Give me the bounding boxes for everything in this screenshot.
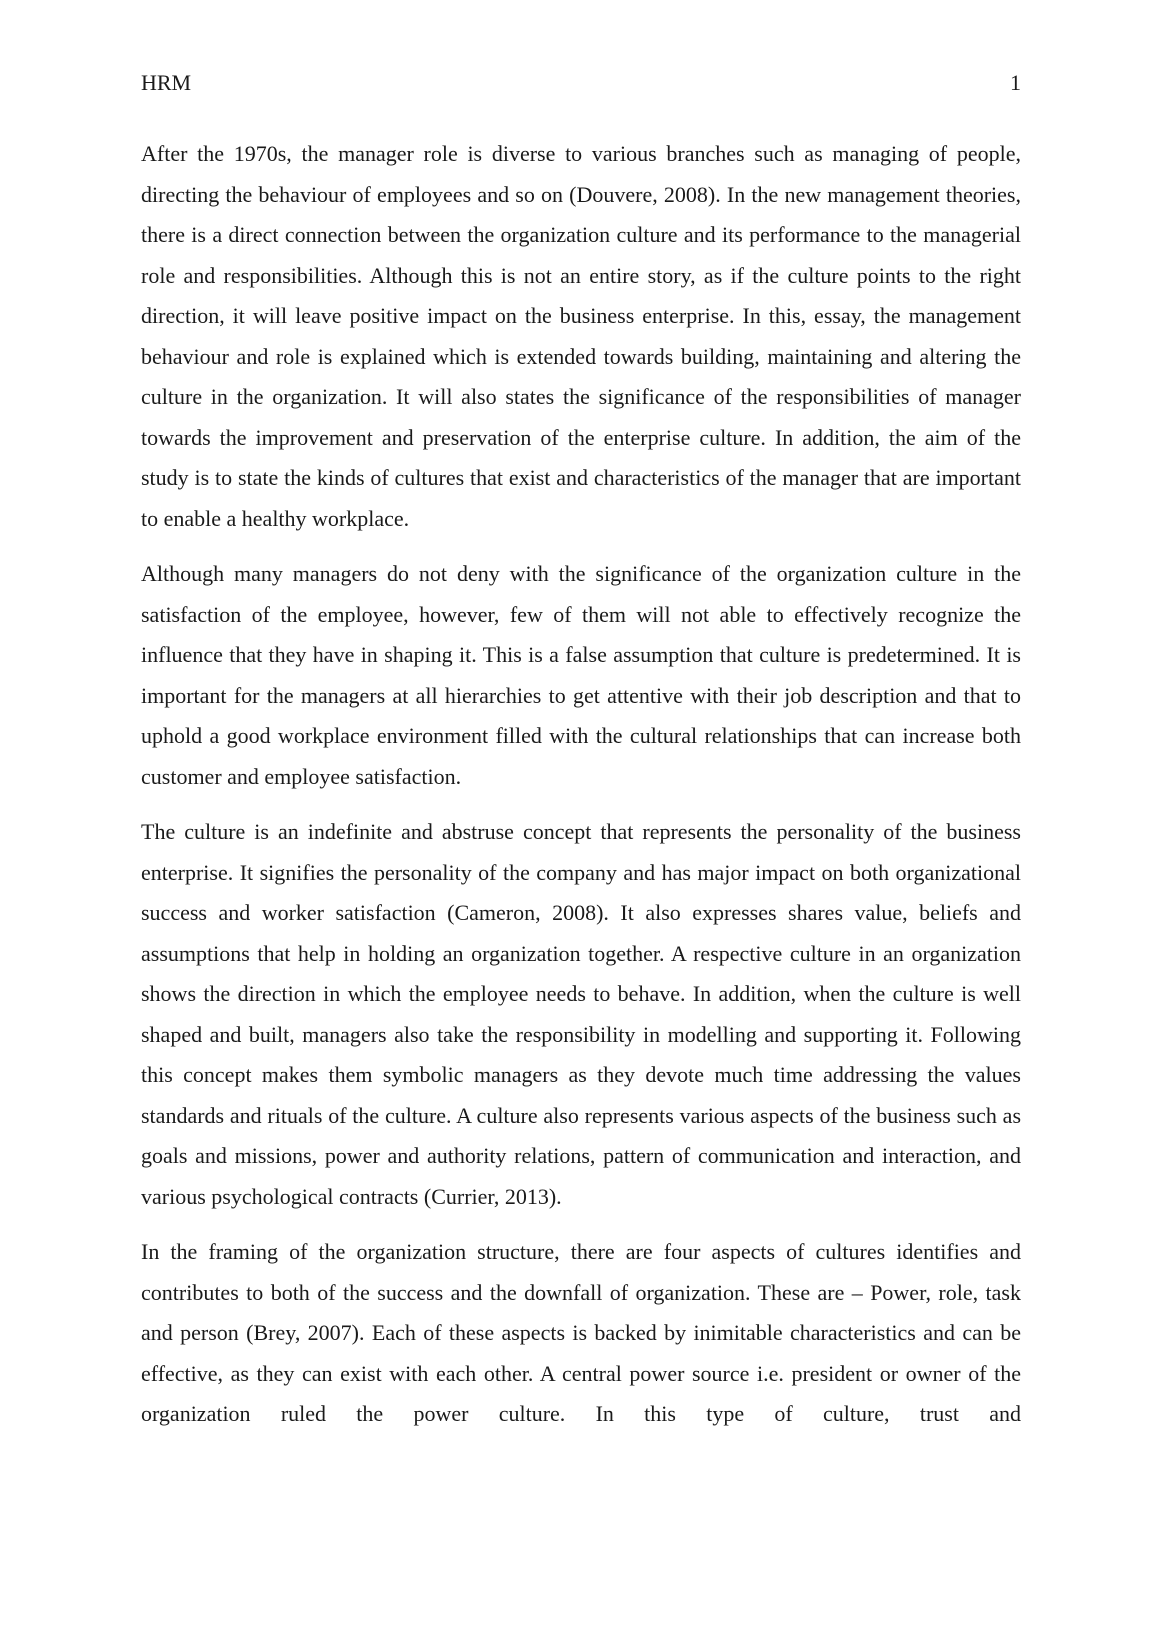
paragraph-4: In the framing of the organization structure, there are four aspects of cultures identifies and contributes to both of the success and the downfall of organization. These are – Power, role, task and person (Brey, 2007). Each of these aspects is backed by inimitable characteristics and can be effective, as they can exist with each other. A central power source i.e. president or owner of the organization ruled the power culture. In this type of culture, trust and	[141, 1239, 1021, 1426]
paragraph-2: Although many managers do not deny with the significance of the organization culture in the satisfaction of the employee, however, few of them will not able to effectively recognize the influence that they have in shaping it. This is a false assumption that culture is predetermined. It is important for the managers at all hierarchies to get attentive with their job description and that to uphold a good workplace environment filled with the cultural relationships that can increase both customer and employee satisfaction.	[141, 561, 1021, 789]
paragraph-1: After the 1970s, the manager role is diverse to various branches such as managing of people, directing the behaviour of employees and so on (Douvere, 2008). In the new management theories, there is a direct connection between the organization culture and its performance to the managerial role and responsibilities. Although this is not an entire story, as if the culture points to the right direction, it will leave positive impact on the business enterprise. In this, essay, the management behaviour and role is explained which is extended towards building, maintaining and altering the culture in the organization. It will also states the significance of the responsibilities of manager towards the improvement and preservation of the enterprise culture. In addition, the aim of the study is to state the kinds of cultures that exist and characteristics of the manager that are important to enable a healthy workplace.	[141, 141, 1021, 531]
page-number: 1	[1010, 70, 1021, 95]
page-header	[141, 68, 1021, 98]
body-text	[141, 134, 1021, 1450]
running-head: HRM	[141, 70, 192, 95]
paragraph-3: The culture is an indefinite and abstruse concept that represents the personality of the business enterprise. It signifies the personality of the company and has major impact on both organizational success and worker satisfaction (Cameron, 2008). It also expresses shares value, beliefs and assumptions that help in holding an organization together. A respective culture in an organization shows the direction in which the employee needs to behave. In addition, when the culture is well shaped and built, managers also take the responsibility in modelling and supporting it. Following this concept makes them symbolic managers as they devote much time addressing the values standards and rituals of the culture. A culture also represents various aspects of the business such as goals and missions, power and authority relations, pattern of communication and interaction, and various psychological contracts (Currier, 2013).	[141, 819, 1021, 1209]
